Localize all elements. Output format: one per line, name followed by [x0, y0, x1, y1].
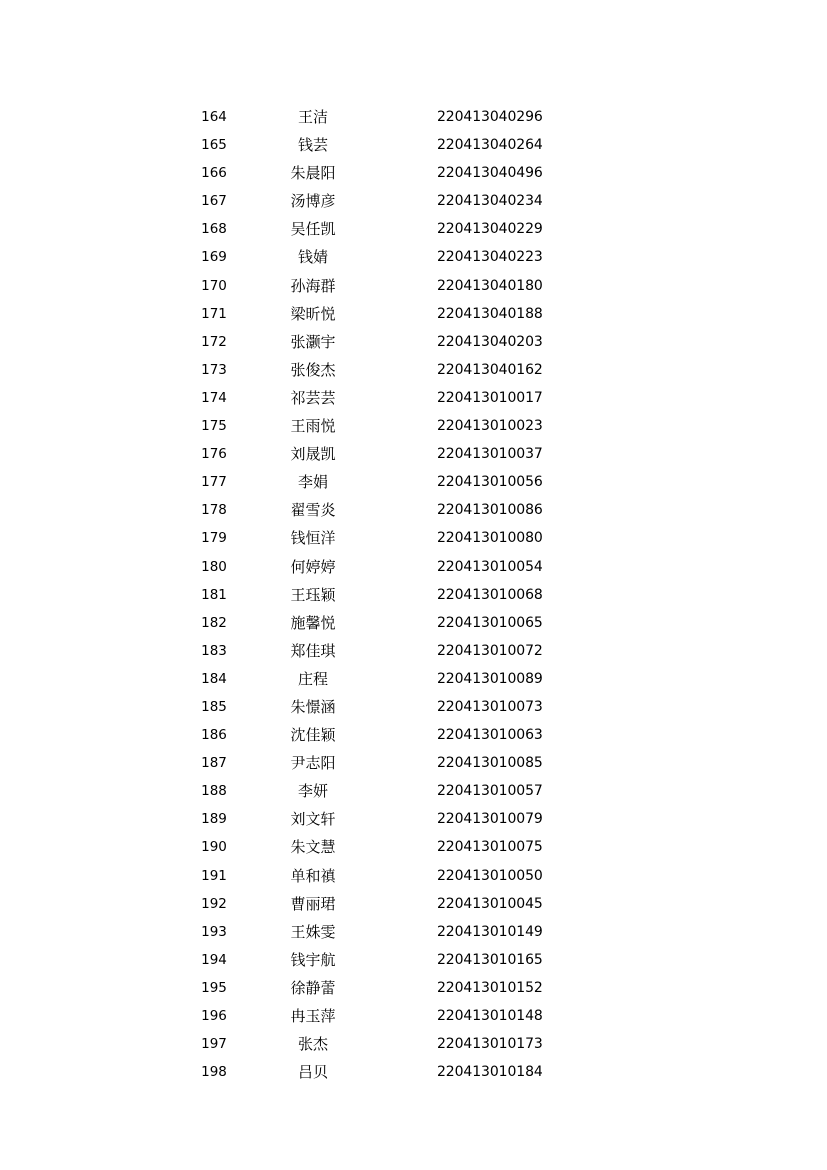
- student-name: 刘文轩: [290, 810, 336, 829]
- student-name: 汤博彦: [290, 192, 336, 211]
- student-id: 220413010149: [437, 923, 543, 940]
- table-row: [0, 833, 827, 861]
- student-name: 翟雪炎: [290, 501, 336, 520]
- table-row: [0, 609, 827, 637]
- row-number: 170: [201, 277, 227, 294]
- student-name: 王珏颖: [290, 585, 336, 604]
- student-name: 王姝雯: [290, 922, 336, 941]
- student-id: 220413010045: [437, 895, 543, 912]
- student-name: 梁昕悦: [290, 304, 336, 323]
- row-number: 189: [201, 811, 227, 828]
- table-row: [0, 440, 827, 468]
- student-id: 220413010068: [437, 586, 543, 603]
- row-number: 167: [201, 193, 227, 210]
- student-name: 朱文慧: [290, 838, 336, 857]
- row-number: 198: [201, 1064, 227, 1081]
- row-number: 188: [201, 783, 227, 800]
- student-id: 220413040223: [437, 249, 543, 266]
- student-id: 220413010173: [437, 1036, 543, 1053]
- student-list-table: [0, 103, 827, 1086]
- table-row: [0, 1030, 827, 1058]
- row-number: 176: [201, 446, 227, 463]
- row-number: 190: [201, 839, 227, 856]
- table-row: [0, 356, 827, 384]
- student-name: 钱婧: [297, 248, 328, 267]
- row-number: 194: [201, 951, 227, 968]
- student-name: 单和禛: [290, 866, 336, 885]
- student-name: 徐静蕾: [290, 978, 336, 997]
- row-number: 171: [201, 305, 227, 322]
- row-number: 184: [201, 670, 227, 687]
- row-number: 166: [201, 165, 227, 182]
- student-id: 220413010080: [437, 530, 543, 547]
- student-id: 220413040180: [437, 277, 543, 294]
- row-number: 172: [201, 333, 227, 350]
- row-number: 169: [201, 249, 227, 266]
- student-name: 李娟: [297, 473, 328, 492]
- row-number: 175: [201, 418, 227, 435]
- student-name: 郑佳琪: [290, 641, 336, 660]
- student-name: 吕贝: [297, 1063, 328, 1082]
- student-name: 王雨悦: [290, 417, 336, 436]
- student-name: 刘晟凯: [290, 445, 336, 464]
- student-name: 祁芸芸: [290, 388, 336, 407]
- table-row: [0, 496, 827, 524]
- table-row: [0, 103, 827, 131]
- student-id: 220413040234: [437, 193, 543, 210]
- student-name: 吴任凯: [290, 220, 336, 239]
- table-row: [0, 890, 827, 918]
- student-id: 220413040296: [437, 109, 543, 125]
- table-row: [0, 693, 827, 721]
- student-id: 220413010017: [437, 389, 543, 406]
- row-number: 168: [201, 221, 227, 238]
- table-row: [0, 187, 827, 215]
- student-id: 220413010152: [437, 979, 543, 996]
- student-id: 220413010073: [437, 698, 543, 715]
- row-number: 164: [201, 109, 227, 125]
- table-row: [0, 1002, 827, 1030]
- table-row: [0, 328, 827, 356]
- row-number: 187: [201, 755, 227, 772]
- student-name: 朱憬涵: [290, 697, 336, 716]
- table-row: [0, 721, 827, 749]
- table-row: [0, 918, 827, 946]
- table-row: [0, 272, 827, 300]
- student-id: 220413010063: [437, 727, 543, 744]
- student-id: 220413010165: [437, 951, 543, 968]
- student-id: 220413010065: [437, 614, 543, 631]
- student-id: 220413010089: [437, 670, 543, 687]
- student-id: 220413040162: [437, 361, 543, 378]
- row-number: 191: [201, 867, 227, 884]
- table-row: [0, 974, 827, 1002]
- row-number: 193: [201, 923, 227, 940]
- row-number: 177: [201, 474, 227, 491]
- row-number: 182: [201, 614, 227, 631]
- row-number: 195: [201, 979, 227, 996]
- table-row: [0, 946, 827, 974]
- table-row: [0, 581, 827, 609]
- student-id: 220413010086: [437, 502, 543, 519]
- table-row: [0, 468, 827, 496]
- student-name: 李妍: [297, 782, 328, 801]
- student-id: 220413010085: [437, 755, 543, 772]
- row-number: 165: [201, 137, 227, 154]
- student-name: 钱芸: [297, 136, 328, 155]
- table-row: [0, 243, 827, 271]
- row-number: 174: [201, 389, 227, 406]
- student-name: 张灏宇: [290, 332, 336, 351]
- row-number: 185: [201, 698, 227, 715]
- student-name: 张俊杰: [290, 360, 336, 379]
- student-id: 220413010054: [437, 558, 543, 575]
- row-number: 197: [201, 1036, 227, 1053]
- table-row: [0, 665, 827, 693]
- row-number: 183: [201, 642, 227, 659]
- student-id: 220413040264: [437, 137, 543, 154]
- table-row: [0, 412, 827, 440]
- student-id: 220413010037: [437, 446, 543, 463]
- student-id: 220413010050: [437, 867, 543, 884]
- student-name: 钱宇航: [290, 950, 336, 969]
- student-name: 朱晨阳: [290, 164, 336, 183]
- table-row: [0, 749, 827, 777]
- table-row: [0, 215, 827, 243]
- student-name: 何婷婷: [290, 557, 336, 576]
- student-id: 220413010148: [437, 1008, 543, 1024]
- student-id: 220413010023: [437, 418, 543, 435]
- student-id: 220413010057: [437, 783, 543, 800]
- student-id: 220413010079: [437, 811, 543, 828]
- student-name: 张杰: [297, 1035, 328, 1054]
- row-number: 181: [201, 586, 227, 603]
- table-row: [0, 159, 827, 187]
- table-row: [0, 300, 827, 328]
- table-row: [0, 524, 827, 552]
- student-name: 钱恒洋: [290, 529, 336, 548]
- student-name: 孙海群: [290, 276, 336, 295]
- student-id: 220413040203: [437, 333, 543, 350]
- row-number: 178: [201, 502, 227, 519]
- table-row: [0, 777, 827, 805]
- table-row: [0, 553, 827, 581]
- student-name: 施馨悦: [290, 613, 336, 632]
- row-number: 180: [201, 558, 227, 575]
- row-number: 196: [201, 1008, 227, 1024]
- student-id: 220413040496: [437, 165, 543, 182]
- row-number: 179: [201, 530, 227, 547]
- student-name: 庄程: [297, 669, 328, 688]
- student-id: 220413010075: [437, 839, 543, 856]
- table-row: [0, 862, 827, 890]
- student-name: 王洁: [297, 108, 328, 126]
- student-id: 220413010184: [437, 1064, 543, 1081]
- student-id: 220413040188: [437, 305, 543, 322]
- table-row: [0, 1058, 827, 1086]
- student-name: 曹丽珺: [290, 894, 336, 913]
- table-row: [0, 384, 827, 412]
- student-name: 尹志阳: [290, 754, 336, 773]
- table-row: [0, 805, 827, 833]
- row-number: 186: [201, 727, 227, 744]
- student-id: 220413040229: [437, 221, 543, 238]
- student-id: 220413010072: [437, 642, 543, 659]
- row-number: 173: [201, 361, 227, 378]
- table-row: [0, 637, 827, 665]
- student-name: 冉玉萍: [290, 1007, 336, 1025]
- student-id: 220413010056: [437, 474, 543, 491]
- student-name: 沈佳颖: [290, 726, 336, 745]
- table-row: [0, 131, 827, 159]
- row-number: 192: [201, 895, 227, 912]
